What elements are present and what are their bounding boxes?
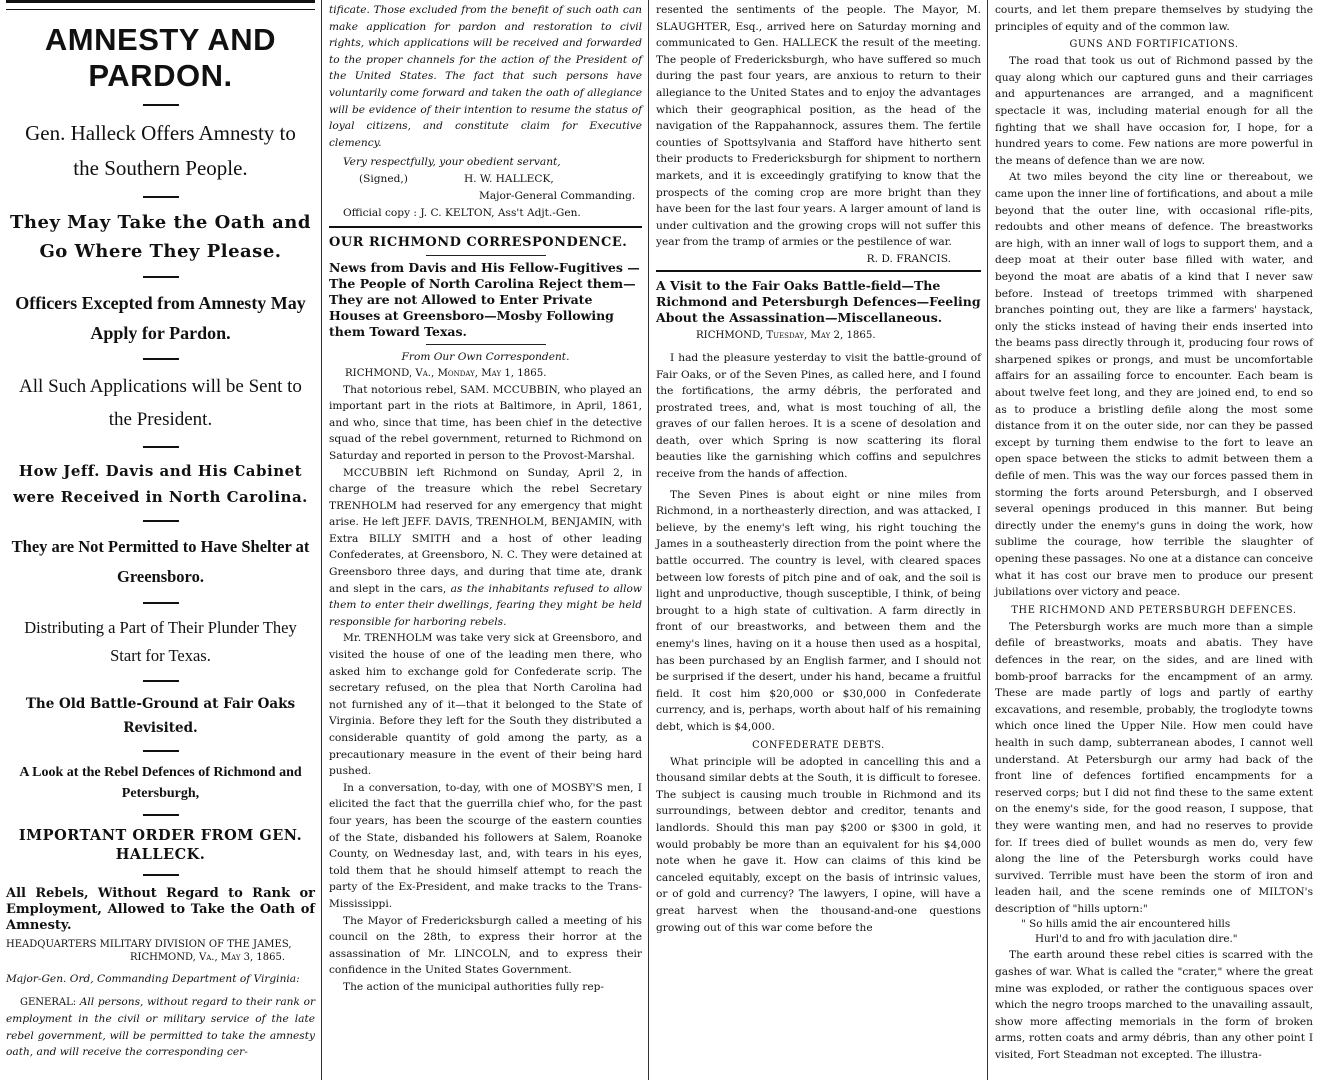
paragraph-fortifications: At two miles beyond the city line or thereabout, we came upon the inner line of fortifications, and about a mile beyond that the outer line, with occasional rifle-pits, redoubts and other means of defence. The breastworks are high, with an inner wall of logs to support them, and a deep moat at their outer base filled with water, and beyond the moat are abatis of a kind that I never saw before. Instead of treetops trimmed with sharpened branches pointing out, they are like a farmers' haystack, only the sticks instead of having their ends inserted into the beams pass directly through it, producing four rows of sharpened spikes or prongs, and must be uncomfortable affairs for an assailing force to encounter. Each beam is about twelve feet long, and they are joined end, to end so as to produce a bristling defile along the most some distance from it on the outer side, nor can they be passed except by turning them endwise to the fort to leave an open space between the sticks to admit between them a defile of men. This was the way our forces passed them in storming the forts around Petersburgh, and I observed several openings produced in this manner. But being directly under the enemy's guns in doing the work, how sublime the courage, how terrible the slaughter of opening these passages. No one at a distance can conceive what it has cost our brave men to produce our present jubilations over victory and peace. [995,171,1314,599]
paragraph-guns: The road that took us out of Richmond passed by the quay along which our captured guns and their carriages and appurtenances are arranged, and a magnificent spectacle it was, including material enough for all the fighting that we shall have occasion for, I hope, for a hundred years to come. Few nations are more powerful in the means of defence than we are now. [995,55,1313,167]
separator [143,196,179,198]
section-head: OUR RICHMOND CORRESPONDENCE. [329,234,628,250]
guns-head: GUNS AND FORTIFICATIONS. [1069,39,1239,51]
confederate-debts-head: CONFEDERATE DEBTS. [752,739,885,751]
short-rule [426,344,546,345]
separator [143,104,179,106]
deck-9: A Look at the Rebel Defences of Richmond and Petersburgh, [19,765,302,801]
general-label: GENERAL: [20,996,77,1008]
from-correspondent: From Our Own Correspondent. [401,350,570,363]
separator [143,520,179,522]
separator [143,276,179,278]
separator [143,358,179,360]
deck-5: How Jeff. Davis and His Cabinet were Received in North Carolina. [13,462,308,506]
column-1 [0,0,322,1080]
paragraph-mosby: In a conversation, to-day, with one of MOSBY'S men, I elicited the fact that the guerrilla chief who, for the past four years, has been the scourge of the eastern counties of the State, disbanded his followers at Salem, Roanoke County, on Wednesday last, and, with tears in his eyes, told them that he should himself attempt to reach the party of the Ex-President, and make tracks to the Trans-Mississippi. [329,781,642,910]
quote-line-2: Hurl'd to and fro with jaculation dire." [1035,933,1238,946]
paragraph-debts: What principle will be adopted in cancelling this and a thousand similar debts at the South, it is difficult to foresee. The subject is causing much trouble in Richmond and its surroundings, between debtor and creditor, tenants and landlords. Should this man pay $200 or $300 in gold, it would probably be more than an equivalent for his $4,000 note when he gave it. How can claims of this kind be canceled equitably, except on the basis of intrinsic values, or of gold and currency? The lawyers, I opine, will have a great harvest when the thousand-and-one questions growing out of this war come before the [656,755,981,934]
signer: H. W. HALLECK, [463,172,554,185]
general-text: All persons, without regard to their rank or employment in the civil or military service of the late rebel government, will be permitted to take the amnesty oath, and will receive the corresponding cer- [6,995,316,1059]
order-text [6,994,315,1061]
separator [143,750,179,752]
deck-2: They May Take the Oath and Go Where They Please. [10,212,311,262]
column-4 [989,0,1319,1080]
deck-10: IMPORTANT ORDER FROM GEN. HALLECK. [18,827,303,863]
deck-6: They are Not Permitted to Have Shelter at Greensboro. [11,537,310,586]
deck-1: Gen. Halleck Offers Amnesty to the Southern People. [25,121,296,180]
paragraph-municipal: The action of the municipal authorities fully rep- [343,980,604,993]
dateline: RICHMOND, Tuesday, May 2, 1865. [696,329,876,341]
headquarters-line: HEADQUARTERS MILITARY DIVISION OF THE JAMES, [6,939,292,950]
deck-3: Officers Excepted from Amnesty May Apply for Pardon. [15,293,306,343]
paragraph-crater: The earth around these rebel cities is scarred with the gashes of war. What is called the "crater," where the great mine was exploded, or rather the contiguous spaces over which the negro troops marched to the unavailing assault, show more affecting memorials in the form of broken arms, rotten coats and army débris, than any other point I visited, Fort Steadman not excepted. The illustra- [995,949,1313,1062]
story-subhead: News from Davis and His Fellow-Fugitives —The People of North Carolina Reject them—They are not Allowed to Enter Private Houses at Greensboro—Mosby Following them Toward Texas. [329,259,640,339]
signer-rank: Major-General Commanding. [479,189,636,202]
main-headline: AMNESTY AND PARDON. [44,22,277,93]
treasure-italic: as the inhabitants refused to allow them to enter their dwellings, fearing they might be held responsible for harboring rebels. [329,582,642,628]
paragraph-fredericksburgh: resented the sentiments of the people. The Mayor, M. SLAUGHTER, Esq., arrived here on Saturday morning and communicated to Gen. HALLECK the result of the meeting. The people of Fredericksburgh, who have suffered so much during the past four years, are anxious to return to their allegiance to the United States and to enjoy the advantages which their geographical position, as the head of the navigation of the Rappahannock, assures them. The fertile counties of Spottsylvania and Stafford have hitherto sent their products to Fredericksburgh for shipment to northern markets, and it is exceedingly gratifying to know that the prospects of the coming crop are more bright than they have been for the last four years. A larger amount of land is under cultivation and the growing crops will not suffer this year from the tramp of armies or the pestilence of war. [656,4,981,249]
section-rule [329,226,642,228]
order-continued: tificate. Those excluded from the benefit of such oath can make application for pardon and restoration to civil rights, which applications will be received and forwarded to the proper channels for the action of the President of the United States. The fact that such persons have voluntarily come forward and taken the oath of allegiance will be evidence of their intention to resume the status of loyal citizens, and constitute claim for Executive clemency. [329,4,642,149]
top-double-rule [6,0,315,10]
quote-line-1: " So hills amid the air encountered hills [1021,918,1231,931]
separator [143,814,179,816]
separator [143,446,179,448]
column-2 [323,0,649,1080]
dateline: RICHMOND, Va., Monday, May 1, 1865. [345,367,547,379]
separator [143,874,179,876]
paragraph-mccubbin: That notorious rebel, SAM. MCCUBBIN, who played an important part in the riots at Baltimore, in April, 1861, and who, since that time, has been chief in the detective squad of the rebel government, returned to Richmond on Saturday and reported in person to the Provost-Marshal. [329,383,642,462]
signed-label: (Signed,) [359,172,408,185]
deck-11: All Rebels, Without Regard to Rank or Employment, Allowed to Take the Oath of Amnesty. [6,886,315,933]
paragraph-courts: courts, and let them prepare themselves by studying the principles of equity and of the common law. [995,4,1313,33]
separator [143,602,179,604]
paragraph-petersburgh: The Petersburgh works are much more than a simple defile of breastworks, moats and abatis. They have defences in the rear, on the sides, and are lined with bomb-proof barracks for the encampment of an army. These are made partly of logs and partly of earthy excavations, and resemble, probably, the troglodyte towns which once lined the Upper Nile. How men could have health in such damp, subterranean abodes, I cannot well understand. At Petersburgh our army had back of the front line of defences fortified encampments for a reserved corps; but I did not find these to the same extent on the enemy's side, for the good reason, I suppose, that they were wanting men, and had no reserves to provide for. If trees died of bullet wounds as men do, very few along the line of the Petersburgh works could have survived. Terrible must have been the storm of iron and leaden hail, and the scene reminds one of MILTON's description of "hills uptorn:" [995,620,1313,915]
paragraph-fair-oaks: I had the pleasure yesterday to visit the battle-ground of Fair Oaks, or of the Seven Pines, as called here, and I found the fortifications, the army débris, the perforated and prostrated trees, and, what is most touching of all, the graves of our fallen heroes. It is a scene of desolation and death, over which Spring is now scattering its floral beauties like the garnishing which coffins and sepulchres receive from the hands of affection. [656,351,981,481]
treasure-text: MCCUBBIN left Richmond on Sunday, April 2, in charge of the treasure which the rebel Secretary TRENHOLM had reserved for any emergency that might arise. He left JEFF. DAVIS, TRENHOLM, BENJAMIN, with Extra BILLY SMITH and a host of other leading Confederates, at Greensboro, N. C. They were detained at Greensboro three days, and during that time ate, drank and slept in the cars, [329,466,642,595]
closing: Very respectfully, your obedient servant, [343,156,561,169]
paragraph-mayor: The Mayor of Fredericksburgh called a meeting of his council on the 28th, to express their horror at the assassination of Mr. LINCOLN, and to express their confidence in the United States Government. [329,914,642,977]
defences-head: THE RICHMOND AND PETERSBURGH DEFENCES. [1011,604,1297,616]
story-subhead: A Visit to the Fair Oaks Battle-field—The Richmond and Petersburgh Defences—Feeling About the Assassination—Miscellaneous. [656,277,981,325]
short-rule [426,255,546,256]
headquarters-date: RICHMOND, Va., May 3, 1865. [129,952,285,963]
order-address: Major-Gen. Ord, Commanding Department of Virginia: [6,973,300,985]
signature-line [329,171,642,188]
signer-francis: R. D. FRANCIS. [866,252,951,265]
column-3 [650,0,988,1080]
deck-7: Distributing a Part of Their Plunder They Start for Texas. [24,618,297,665]
paragraph-treasure [329,465,642,631]
deck-8: The Old Battle-Ground at Fair Oaks Revisited. [25,696,296,736]
paragraph-trenholm: Mr. TRENHOLM was take very sick at Greensboro, and visited the house of one of the leading men there, who asked him to exchange gold for Confederate scrip. The secretary refused, on the plea that North Carolina had not furnished any of it—that it belonged to the State of Virginia. Before they left for the South they distributed a considerable quantity of gold among the party, as a precautionary measure in the event of their being hard pushed. [329,632,642,778]
paragraph-seven-pines: The Seven Pines is about eight or nine miles from Richmond, in a northeasterly direction, and was attacked, I believe, by the enemy's left wing, his right touching the James in a southeasterly direction from the point where the battle occurred. The country is level, with cleared spaces between low forests of pitch pine and of oak, and the soil is light and unproductive, though susceptible, I think, of being brought to a high state of cultivation. A farm directly in front of our breastworks, and between them and the enemy's lines, having on it a house then used as a hospital, has been purchased by an English farmer, and I should not be surprised if the desert, under his hand, became a fruitful field. It cost him $20,000 or $30,000 in Confederate currency, and is, perhaps, worth about half of his remaining debt, which is $4,000. [656,488,981,733]
separator [143,680,179,682]
deck-4: All Such Applications will be Sent to the President. [19,376,302,430]
official-copy: Official copy : J. C. KELTON, Ass't Adjt.-Gen. [343,206,581,219]
section-rule [656,270,981,272]
